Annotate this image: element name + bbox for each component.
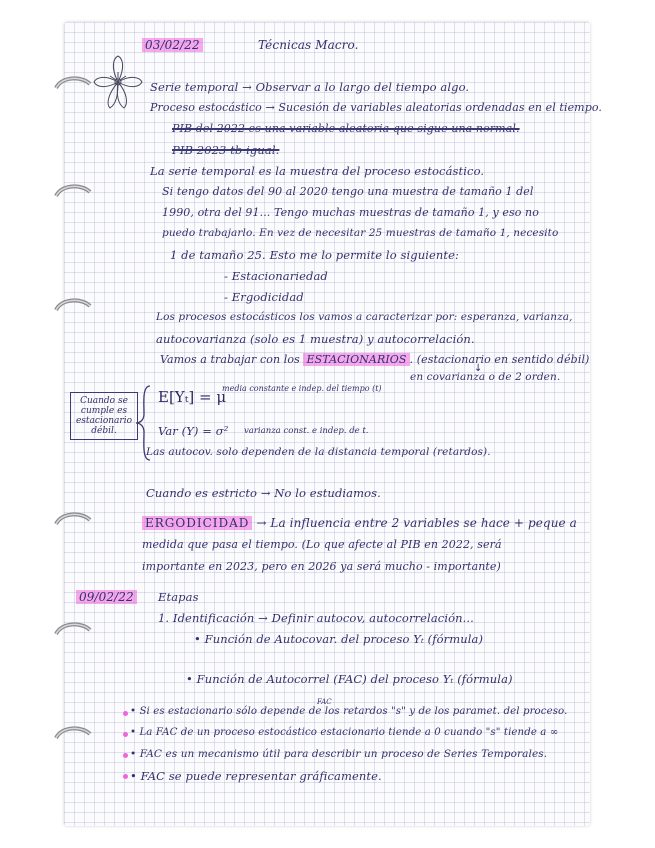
binder-ring-icon: [52, 724, 94, 748]
list-item: • Si es estacionario sólo depende de los retardos "s" y de los paramet. del proceso.: [130, 706, 568, 717]
page-title: Técnicas Macro.: [258, 38, 359, 52]
binder-ring-icon: [52, 620, 94, 644]
note-line: La serie temporal es la muestra del proceso estocástico.: [150, 164, 485, 178]
note-line: puedo trabajarlo. En vez de necesitar 25 muestras de tamaño 1, necesito: [162, 227, 559, 239]
binder-ring-icon: [52, 296, 94, 320]
formula-note: varianza const. e indep. de t.: [244, 426, 369, 436]
list-item: • Función de Autocovar. del proceso Yₜ (fórmula): [194, 632, 484, 646]
note-line: Cuando es estricto → No lo estudiamos.: [146, 486, 381, 500]
list-item: - Estacionariedad: [224, 269, 328, 283]
formula-expectation: E[Yₜ] = μ: [158, 388, 227, 406]
note-line: Los procesos estocásticos los vamos a caracterizar por: esperanza, varianza,: [156, 311, 573, 323]
list-item: • Función de Autocorrel (FAC) del proceso Yₜ (fórmula): [186, 672, 513, 686]
note-text: . (estacionario en sentido débil): [409, 353, 590, 366]
list-item: • FAC se puede representar gráficamente.: [130, 769, 382, 783]
note-text: Vamos a trabajar con los: [160, 353, 300, 366]
list-item: - Ergodicidad: [224, 290, 304, 304]
note-line: en covarianza o de 2 orden.: [410, 371, 561, 383]
note-line: Las autocov. solo dependen de la distancia temporal (retardos).: [146, 446, 491, 458]
note-line: 1 de tamaño 25. Esto me lo permite lo siguiente:: [170, 248, 460, 262]
formula-note: media constante e indep. del tiempo (t): [222, 384, 382, 393]
list-item: • La FAC de un proceso estocástico estacionario tiende a 0 cuando "s" tiende a ∞: [130, 727, 559, 738]
down-arrow-icon: ↓: [474, 363, 483, 374]
pink-bullet-icon: [123, 711, 128, 716]
flower-doodle-icon: [88, 52, 148, 112]
section-heading: Etapas: [158, 590, 199, 604]
note-line: [142, 516, 577, 530]
note-line: [160, 353, 589, 366]
binder-ring-icon: [52, 182, 94, 206]
note-text: → La influencia entre 2 variables se hace + peque a: [256, 516, 577, 530]
note-line: medida que pasa el tiempo. (Lo que afecte al PIB en 2022, será: [142, 538, 502, 551]
side-note-text: Cuando se cumple es estacionario débil.: [75, 396, 133, 436]
date-label: 03/02/22: [142, 38, 203, 52]
highlighted-term: ESTACIONARIOS: [303, 353, 409, 366]
note-line: 1990, otra del 91... Tengo muchas muestras de tamaño 1, y eso no: [162, 206, 539, 219]
note-line: Si tengo datos del 90 al 2020 tengo una muestra de tamaño 1 del: [162, 185, 534, 198]
highlighted-term: ERGODICIDAD: [142, 516, 252, 530]
binder-ring-icon: [52, 510, 94, 534]
note-line: Proceso estocástico → Sucesión de variables aleatorias ordenadas en el tiempo.: [150, 101, 602, 114]
note-line-struck: PIB del 2022 es una variable aleatoria que sigue una normal.: [172, 122, 520, 135]
side-note-box: [70, 392, 138, 440]
list-item: • FAC es un mecanismo útil para describir un proceso de Series Temporales.: [130, 748, 548, 760]
note-line: 1. Identificación → Definir autocov, autocorrelación...: [158, 611, 474, 625]
note-line: autocovarianza (solo es 1 muestra) y autocorrelación.: [156, 332, 475, 346]
date-label: 09/02/22: [76, 590, 137, 604]
formula-variance: Var (Y) = σ²: [158, 424, 229, 438]
superscript-note: FAC: [317, 698, 332, 706]
pink-bullet-icon: [123, 774, 128, 779]
pink-bullet-icon: [123, 753, 128, 758]
pink-bullet-icon: [123, 732, 128, 737]
note-line-struck: PIB 2023 tb igual.: [172, 143, 280, 157]
note-line: Serie temporal → Observar a lo largo del tiempo algo.: [150, 80, 470, 94]
note-line: importante en 2023, pero en 2026 ya será mucho - importante): [142, 560, 501, 573]
